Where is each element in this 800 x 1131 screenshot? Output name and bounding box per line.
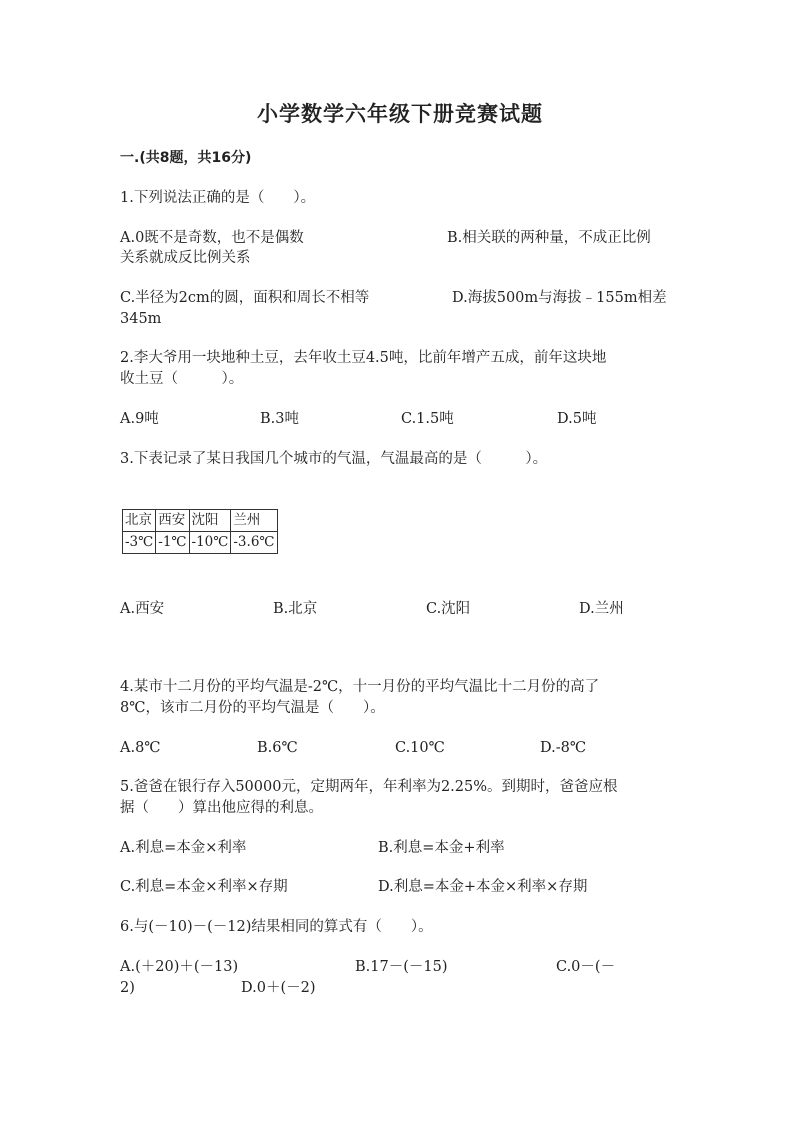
question-2-stem-cont: 收土豆（ ）。	[120, 371, 244, 387]
table-row	[123, 510, 278, 532]
question-1-option-b-cont: 关系就成反比例关系	[120, 250, 251, 266]
question-6-option-a: A.(＋20)＋(－13)	[120, 959, 239, 975]
table-cell-city: 北京	[123, 510, 156, 532]
question-6-option-c: C.0－(－	[556, 959, 616, 975]
question-3-option-b: B.北京	[273, 601, 318, 617]
question-3-option-d: D.兰州	[579, 601, 624, 617]
question-4-option-c: C.10℃	[395, 740, 445, 756]
question-6-option-b: B.17－(－15)	[355, 959, 448, 975]
question-2-stem: 2.李大爷用一块地种土豆，去年收土豆4.5吨，比前年增产五成，前年这块地	[120, 350, 607, 366]
question-5-option-c: C.利息=本金×利率×存期	[120, 879, 288, 895]
table-cell-city: 沈阳	[189, 510, 231, 532]
question-1-option-d-cont: 345m	[120, 311, 162, 327]
question-1-option-d: D.海拔500m与海拔﹣155m相差	[452, 290, 667, 306]
question-4-option-b: B.6℃	[257, 740, 298, 756]
question-5-option-d: D.利息=本金+本金×利率×存期	[378, 879, 588, 895]
question-4-option-a: A.8℃	[120, 740, 161, 756]
question-6-option-d: D.0＋(－2)	[241, 980, 316, 996]
table-row	[123, 532, 278, 554]
question-2-option-d: D.5吨	[557, 411, 597, 427]
question-4-stem-cont: 8℃，该市二月份的平均气温是（ ）。	[120, 700, 385, 716]
table-cell-temp: -10℃	[189, 532, 231, 554]
table-cell-temp: -3℃	[123, 532, 156, 554]
question-1-option-c: C.半径为2cm的圆，面积和周长不相等	[120, 290, 370, 306]
table-cell-temp: -3.6℃	[231, 532, 277, 554]
page-title: 小学数学六年级下册竞赛试题	[257, 102, 543, 126]
question-3-option-c: C.沈阳	[426, 601, 471, 617]
question-1-stem: 1.下列说法正确的是（ ）。	[120, 190, 316, 206]
question-3-stem: 3.下表记录了某日我国几个城市的气温，气温最高的是（ ）。	[120, 451, 548, 467]
question-6-option-c-cont: 2)	[120, 980, 135, 996]
temperature-table	[122, 509, 278, 554]
question-2-option-a: A.9吨	[120, 411, 159, 427]
question-5-option-a: A.利息=本金×利率	[120, 840, 247, 856]
table-cell-city: 兰州	[231, 510, 277, 532]
question-4-option-d: D.-8℃	[540, 740, 587, 756]
table-cell-temp: -1℃	[156, 532, 189, 554]
question-2-option-c: C.1.5吨	[401, 411, 454, 427]
question-2-option-b: B.3吨	[260, 411, 299, 427]
question-3-option-a: A.西安	[120, 601, 165, 617]
table-cell-city: 西安	[156, 510, 189, 532]
section-heading: 一.(共8题，共16分)	[120, 150, 252, 166]
question-5-option-b: B.利息=本金+利率	[378, 840, 505, 856]
question-1-option-a: A.0既不是奇数，也不是偶数	[120, 230, 304, 246]
question-1-option-b: B.相关联的两种量，不成正比例	[447, 230, 651, 246]
question-4-stem: 4.某市十二月份的平均气温是-2℃，十一月份的平均气温比十二月份的高了	[120, 679, 600, 695]
question-5-stem: 5.爸爸在银行存入50000元，定期两年，年利率为2.25%。到期时，爸爸应根	[120, 779, 618, 795]
question-5-stem-cont: 据（ ）算出他应得的利息。	[120, 800, 323, 816]
question-6-stem: 6.与(－10)－(－12)结果相同的算式有（ ）。	[120, 919, 433, 935]
